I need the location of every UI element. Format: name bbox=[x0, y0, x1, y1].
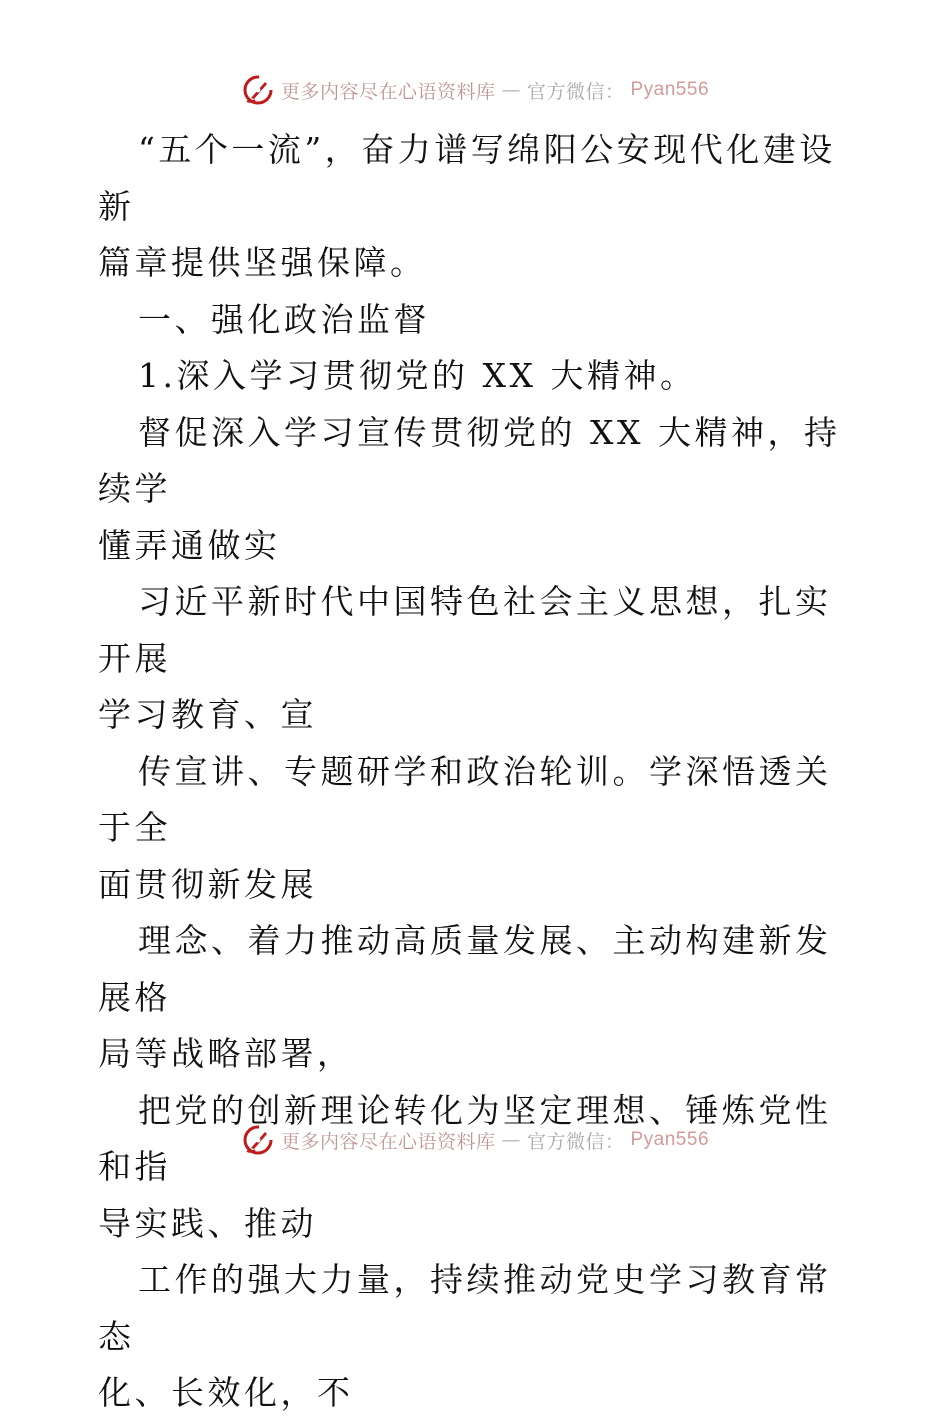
document-line: 习近平新时代中国特色社会主义思想，扎实开展 bbox=[98, 582, 832, 678]
header-banner-dash: — bbox=[501, 79, 521, 101]
document-line: 面贯彻新发展 bbox=[98, 864, 317, 904]
footer-wechat-label: 官方微信： bbox=[526, 1130, 625, 1153]
document-line: 一、强化政治监督 bbox=[138, 299, 430, 339]
document-line: 工作的强大力量，持续推动党史学习教育常态 bbox=[98, 1260, 832, 1356]
header-wechat-label: 官方微信： bbox=[526, 80, 625, 103]
document-line: 懂弄通做实 bbox=[98, 525, 281, 565]
header-banner-content bbox=[241, 73, 709, 107]
document-line: 局等战略部署， bbox=[98, 1034, 354, 1073]
document-line: 把党的创新理论转化为坚定理想、锤炼党性和指 bbox=[98, 1090, 832, 1186]
header-wechat-id: Pyan556 bbox=[630, 79, 710, 100]
footer-wechat-id: Pyan556 bbox=[630, 1129, 710, 1150]
footer-banner-dash: — bbox=[501, 1129, 521, 1151]
document-line: 传宣讲、专题研学和政治轮训。学深悟透关于全 bbox=[98, 751, 832, 847]
footer-banner-text: 更多内容尽在心语资料库 bbox=[280, 1130, 496, 1153]
footer-banner bbox=[0, 1118, 950, 1162]
header-banner-text: 更多内容尽在心语资料库 bbox=[280, 80, 496, 103]
document-line: 督促深入学习宣传贯彻党的 XX 大精神，持续学 bbox=[98, 412, 841, 508]
document-line: 化、长效化，不 bbox=[98, 1373, 354, 1412]
red-quill-logo-icon bbox=[241, 73, 275, 107]
document-line: 学习教育、宣 bbox=[98, 695, 317, 734]
red-quill-logo-icon bbox=[241, 1123, 275, 1157]
document-line: 理念、着力推动高质量发展、主动构建新发展格 bbox=[98, 921, 832, 1017]
document-line: 篇章提供坚强保障。 bbox=[98, 243, 427, 282]
footer-banner-content bbox=[241, 1123, 709, 1157]
header-banner bbox=[0, 68, 950, 112]
document-line: 导实践、推动 bbox=[98, 1203, 317, 1243]
document-body bbox=[98, 122, 858, 1422]
document-line: 1.深入学习贯彻党的 XX 大精神。 bbox=[138, 356, 697, 395]
document-line: “五个一流”，奋力谱写绵阳公安现代化建设新 bbox=[98, 130, 836, 226]
